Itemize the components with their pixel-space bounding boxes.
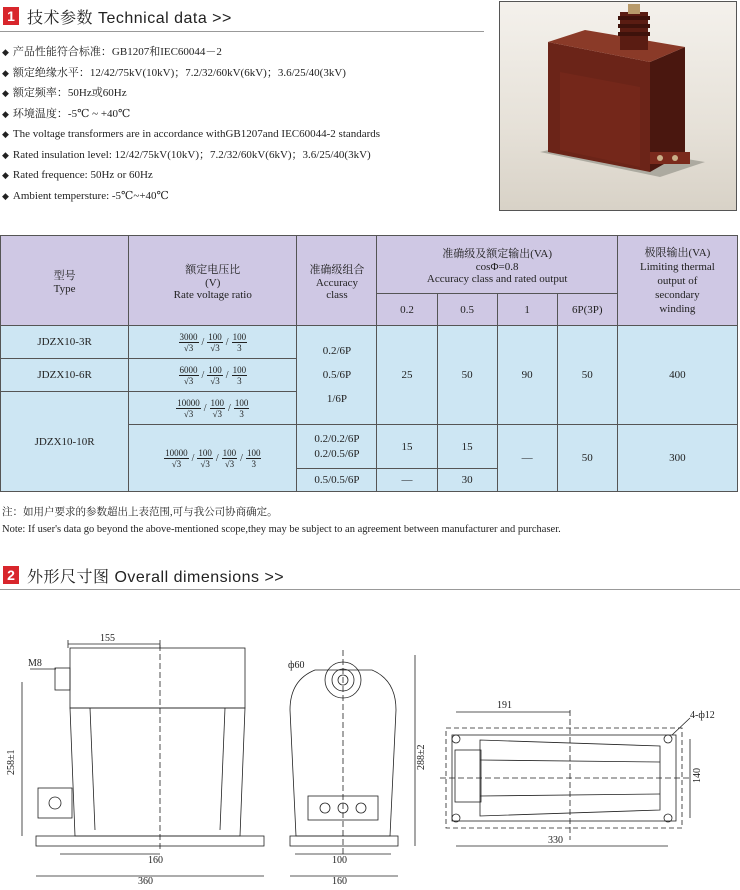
dim-m8: M8	[28, 658, 42, 669]
ratio-fraction: $\frac{100}{√3}$	[208, 331, 222, 353]
header-class-6p: 6P(3P)	[557, 294, 617, 326]
bullet-insulation-cn: ◆ 额定绝缘水平：12/42/75kV(10kV)；7.2/32/60kV(6kV)；3.6/25/40(3kV)	[2, 63, 482, 84]
dim-140: 140	[692, 768, 703, 783]
output-cell: 50	[557, 425, 617, 492]
section-divider	[0, 589, 740, 590]
bullet-frequency-en: ◆ Rated frequence: 50Hz or 60Hz	[2, 165, 482, 186]
accuracy-group-1	[297, 326, 377, 425]
output-cell: 15	[377, 425, 437, 469]
dim-100: 100	[332, 855, 347, 866]
output-cell: 30	[437, 469, 497, 492]
output-cell: —	[377, 469, 437, 492]
header-limiting-en4: winding	[659, 302, 696, 315]
bullet-temperature-cn: ◆ 环境温度：-5℃ ~ +40℃	[2, 104, 482, 125]
accuracy-value: 0.5/6P	[322, 369, 352, 381]
header-ratio	[129, 236, 297, 326]
header-limiting-cn: 极限输出(VA)	[644, 246, 711, 259]
ratio-cell: $\frac{10000}{√3}$ / $\frac{100}{√3}$ / $\frac{100}{3}$	[129, 392, 297, 425]
accuracy-group-3: 0.5/0.5/6P	[297, 469, 377, 492]
bullet-frequency-cn: ◆ 额定频率：50Hz或60Hz	[2, 83, 482, 104]
section-divider	[0, 31, 484, 32]
section-number-badge: 2	[3, 566, 19, 584]
accuracy-value: 0.2/6P	[322, 345, 352, 357]
output-cell: 15	[437, 425, 497, 469]
header-type-en: Type	[53, 282, 76, 295]
header-accuracy-en2: class	[326, 288, 348, 301]
header-output-cos: cosΦ=0.8	[475, 260, 519, 273]
header-accuracy-cn: 准确级组合	[309, 263, 365, 276]
bullet-insulation-en: ◆ Rated insulation level: 12/42/75kV(10kV)；7.2/32/60kV(6kV)；3.6/25/40(3kV)	[2, 145, 482, 166]
ratio-fraction: $\frac{100}{√3}$	[222, 447, 237, 469]
ratio-fraction: $\frac{100}{√3}$	[210, 397, 225, 419]
ratio-fraction: $\frac{100}{3}$	[232, 364, 247, 386]
side-view-labels	[288, 660, 427, 887]
header-output-en: Accuracy class and rated output	[426, 272, 568, 285]
accuracy-group-2	[297, 425, 377, 469]
model-cell: JDZX10-3R	[1, 326, 129, 359]
header-class-0-2: 0.2	[377, 294, 437, 326]
bullet-temperature-en: ◆ Ambient tempersture: -5℃~+40℃	[2, 186, 482, 207]
header-accuracy-en1: Accuracy	[315, 276, 358, 289]
header-class-1: 1	[497, 294, 557, 326]
header-type-cn: 型号	[53, 269, 76, 282]
dim-155: 155	[100, 633, 115, 644]
top-view-drawing	[440, 710, 690, 846]
ratio-fraction: $\frac{100}{√3}$	[198, 447, 212, 469]
ratio-fraction: $\frac{100}{√3}$	[208, 364, 222, 386]
output-cell: 50	[437, 326, 497, 425]
bullet-standard-cn: ◆ 产品性能符合标准：GB1207和IEC60044－2	[2, 42, 482, 63]
header-type	[1, 236, 129, 326]
header-limiting-en3: secondary	[655, 288, 700, 301]
ratio-cell: $\frac{10000}{√3}$ / $\frac{100}{√3}$ / $\frac{100}{√3}$ / $\frac{100}{3}$	[129, 425, 297, 492]
section-technical-data-header	[0, 3, 232, 29]
limiting-cell: 300	[617, 425, 737, 492]
spec-bullet-list	[2, 42, 482, 206]
ratio-fraction: $\frac{6000}{√3}$	[179, 364, 198, 386]
header-class-0-5: 0.5	[437, 294, 497, 326]
dim-288: 288±2	[416, 744, 427, 770]
header-ratio-en: Rate voltage ratio	[173, 288, 252, 301]
ratio-fraction: $\frac{100}{3}$	[232, 331, 247, 353]
accuracy-value: 1/6P	[326, 393, 348, 405]
spec-table	[0, 235, 738, 492]
ratio-fraction: $\frac{10000}{√3}$	[177, 397, 200, 419]
header-output	[377, 236, 617, 294]
dim-258: 258±1	[6, 749, 17, 775]
header-ratio-unit: (V)	[205, 276, 221, 289]
ratio-fraction: $\frac{3000}{√3}$	[179, 331, 198, 353]
ratio-cell: $\frac{3000}{√3}$ / $\frac{100}{√3}$ / $\frac{100}{3}$	[129, 326, 297, 359]
ratio-fraction: $\frac{100}{3}$	[246, 447, 261, 469]
dim-phi60: ф60	[288, 660, 305, 671]
dim-191: 191	[497, 700, 512, 711]
dimension-drawings	[0, 600, 740, 890]
note-cn: 注：如用户要求的参数超出上表范围,可与我公司协商确定。	[2, 507, 278, 518]
ratio-fraction: $\frac{100}{3}$	[234, 397, 249, 419]
header-limiting-en1: Limiting thermal	[639, 260, 715, 273]
section-overall-dimensions-header	[0, 562, 284, 588]
dim-330: 330	[548, 835, 563, 846]
model-cell: JDZX10-10R	[1, 392, 129, 492]
front-view-labels	[6, 633, 163, 887]
ratio-cell: $\frac{6000}{√3}$ / $\frac{100}{√3}$ / $\frac{100}{3}$	[129, 359, 297, 392]
header-ratio-cn: 额定电压比	[185, 263, 241, 276]
ratio-fraction: $\frac{10000}{√3}$	[165, 447, 188, 469]
output-cell: 50	[557, 326, 617, 425]
header-output-cn: 准确级及额定输出(VA)	[442, 247, 553, 260]
dim-160-front: 160	[148, 855, 163, 866]
section-title: 外形尺寸图 Overall dimensions >>	[27, 568, 285, 586]
output-cell: —	[497, 425, 557, 492]
header-limiting-en2: output of	[657, 274, 698, 287]
dim-360: 360	[138, 876, 153, 887]
output-cell: 25	[377, 326, 437, 425]
product-photo	[499, 1, 737, 211]
dim-160-side: 160	[332, 876, 347, 887]
section-title: 技术参数 Technical data >>	[27, 9, 232, 27]
output-cell: 90	[497, 326, 557, 425]
header-accuracy	[297, 236, 377, 326]
accuracy-value: 0.2/0.5/6P	[314, 447, 360, 460]
bullet-standard-en: ◆ The voltage transformers are in accordance withGB1207and IEC60044-2 standards	[2, 124, 482, 145]
side-view-drawing	[290, 650, 415, 876]
front-view-drawing	[22, 640, 264, 876]
dim-4-holes: 4-ф12	[690, 710, 715, 721]
note-en: Note: If user's data go beyond the above-mentioned scope,they may be subject to an agreement between manufacturer and purchaser.	[2, 524, 561, 535]
section-number-badge: 1	[3, 7, 19, 25]
limiting-cell: 400	[617, 326, 737, 425]
model-cell: JDZX10-6R	[1, 359, 129, 392]
accuracy-value: 0.2/0.2/6P	[314, 432, 360, 445]
header-limiting	[617, 236, 737, 326]
